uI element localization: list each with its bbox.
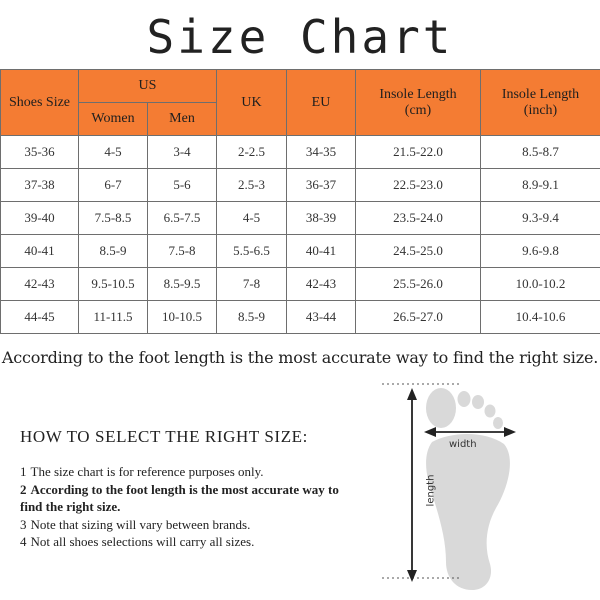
table-cell: 2-2.5 (217, 136, 287, 169)
table-cell: 5-6 (148, 169, 217, 202)
table-cell: 21.5-22.0 (356, 136, 481, 169)
header-us: US (79, 70, 217, 103)
header-uk: UK (217, 70, 287, 136)
length-label: length (425, 474, 437, 507)
table-cell: 4-5 (217, 202, 287, 235)
foot-print-icon (426, 388, 510, 590)
tip-number: 2 (20, 481, 27, 497)
table-cell: 3-4 (148, 136, 217, 169)
toe-2 (458, 391, 471, 407)
table-cell: 5.5-6.5 (217, 235, 287, 268)
table-row (1, 169, 600, 202)
table-cell: 24.5-25.0 (356, 235, 481, 268)
toe-4 (485, 405, 496, 418)
table-row (1, 235, 600, 268)
length-arrow (407, 388, 417, 582)
toe-3 (472, 395, 484, 409)
table-cell: 25.5-26.0 (356, 268, 481, 301)
table-cell: 8.5-9 (79, 235, 148, 268)
tip-number: 3 (20, 516, 27, 532)
table-row (1, 301, 600, 334)
width-label: width (449, 439, 477, 450)
header-insole-cm: Insole Length (cm) (356, 70, 481, 136)
tip-text: Note that sizing will vary between brands. (30, 516, 251, 532)
table-cell: 8.5-9.5 (148, 268, 217, 301)
header-insole-inch: Insole Length (inch) (481, 70, 600, 136)
table-cell: 36-37 (287, 169, 356, 202)
table-cell: 42-43 (287, 268, 356, 301)
table-cell: 34-35 (287, 136, 356, 169)
table-cell: 39-40 (1, 202, 79, 235)
foot-measurement-diagram (380, 378, 600, 600)
accuracy-note: According to the foot length is the most accurate way to find the right size. (1, 348, 599, 367)
table-cell: 38-39 (287, 202, 356, 235)
table-cell: 8.5-8.7 (481, 136, 600, 169)
table-cell: 26.5-27.0 (356, 301, 481, 334)
table-cell: 10.4-10.6 (481, 301, 600, 334)
toe-5 (493, 417, 503, 429)
tip-text: The size chart is for reference purposes only. (30, 464, 264, 479)
header-women: Women (79, 103, 148, 136)
tip-item (20, 516, 360, 534)
howto-heading: HOW TO SELECT THE RIGHT SIZE: (20, 427, 308, 446)
table-cell: 37-38 (1, 169, 79, 202)
table-cell: 7.5-8 (148, 235, 217, 268)
header-eu: EU (287, 70, 356, 136)
table-cell: 9.6-9.8 (481, 235, 600, 268)
table-row (1, 268, 600, 301)
size-chart-body (1, 136, 600, 334)
size-chart-table (0, 69, 600, 334)
table-cell: 40-41 (287, 235, 356, 268)
foot-sole (426, 434, 510, 590)
table-cell: 7-8 (217, 268, 287, 301)
table-cell: 9.5-10.5 (79, 268, 148, 301)
foot-diagram-svg (380, 378, 600, 600)
table-cell: 42-43 (1, 268, 79, 301)
table-cell: 43-44 (287, 301, 356, 334)
header-shoes-size: Shoes Size (1, 70, 79, 136)
table-cell: 35-36 (1, 136, 79, 169)
table-cell: 40-41 (1, 235, 79, 268)
table-row (1, 202, 600, 235)
table-cell: 6.5-7.5 (148, 202, 217, 235)
tip-item (20, 481, 360, 516)
tip-text: Not all shoes selections will carry all sizes. (30, 534, 255, 549)
table-cell: 8.9-9.1 (481, 169, 600, 202)
table-cell: 4-5 (79, 136, 148, 169)
table-row (1, 136, 600, 169)
table-cell: 10.0-10.2 (481, 268, 600, 301)
table-cell: 8.5-9 (217, 301, 287, 334)
tip-number: 1 (20, 464, 27, 479)
table-cell: 10-10.5 (148, 301, 217, 334)
table-cell: 22.5-23.0 (356, 169, 481, 202)
table-cell: 44-45 (1, 301, 79, 334)
table-cell: 2.5-3 (217, 169, 287, 202)
header-men: Men (148, 103, 217, 136)
big-toe (426, 388, 456, 428)
table-cell: 23.5-24.0 (356, 202, 481, 235)
table-cell: 7.5-8.5 (79, 202, 148, 235)
tip-item (20, 533, 360, 551)
table-cell: 11-11.5 (79, 301, 148, 334)
page-title: Size Chart (146, 10, 454, 64)
tip-number: 4 (20, 534, 27, 549)
table-cell: 6-7 (79, 169, 148, 202)
table-cell: 9.3-9.4 (481, 202, 600, 235)
tip-text: According to the foot length is the most accurate way to find the right size. (20, 481, 339, 514)
tips-list (20, 463, 360, 551)
tip-item (20, 463, 360, 481)
